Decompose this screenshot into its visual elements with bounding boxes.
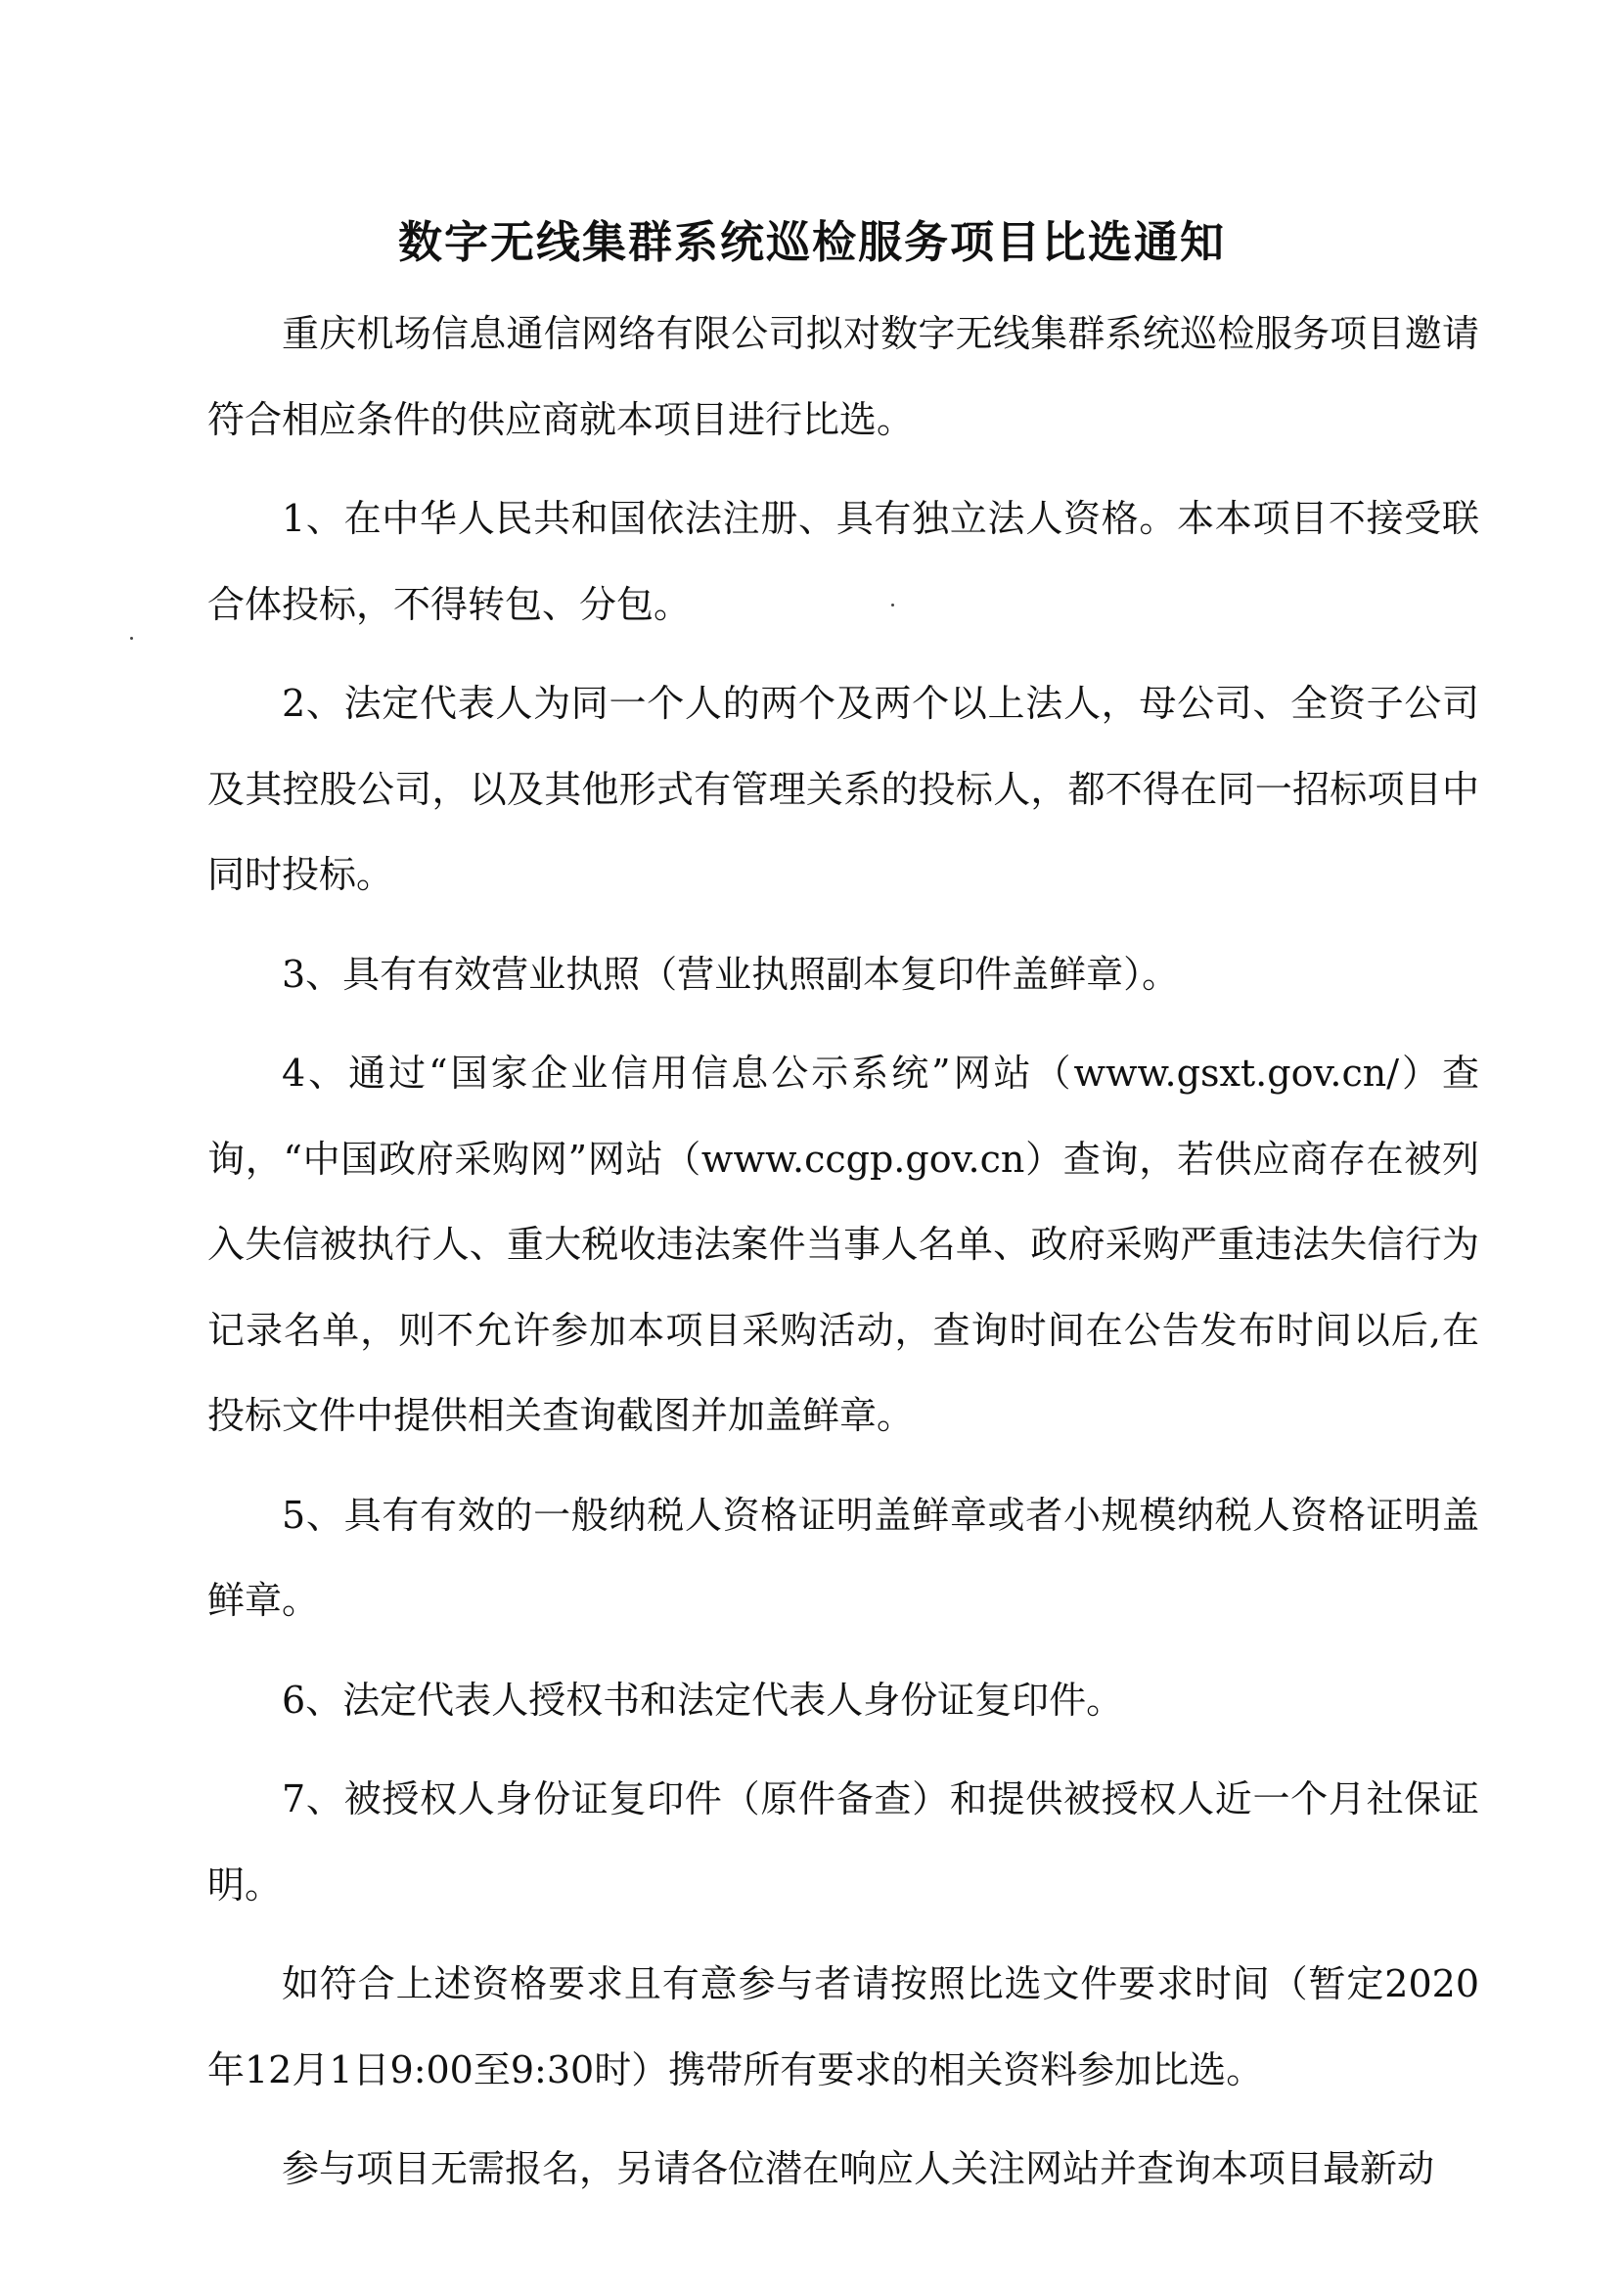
requirement-7: 7、被授权人身份证复印件（原件备查）和提供被授权人近一个月社保证明。 [207, 1777, 1479, 1907]
closing-paragraph: 参与项目无需报名，另请各位潜在响应人关注网站并查询本项目最新动 [282, 2147, 1435, 2190]
requirement-4: 4、通过“国家企业信用信息公示系统”网站（www.gsxt.gov.cn/）查询，“中国政府采购网”网站（www.ccgp.gov.cn）查询，若供应商存在被列入失信被执行人、重大税收违法案件当事人名单、政府采购严重违法失信行为记录名单，则不允许参加本项目采购活动，查询时间在公告发布时间以后,在投标文件中提供相关查询截图并加盖鲜章。 [207, 1052, 1479, 1437]
document-body [207, 292, 1479, 2226]
scan-speck [891, 604, 894, 606]
requirement-5: 5、具有有效的一般纳税人资格证明盖鲜章或者小规模纳税人资格证明盖鲜章。 [207, 1493, 1479, 1622]
document-title: 数字无线集群系统巡检服务项目比选通知 [397, 216, 1226, 268]
intro-paragraph: 重庆机场信息通信网络有限公司拟对数字无线集群系统巡检服务项目邀请符合相应条件的供应商就本项目进行比选。 [207, 312, 1479, 441]
requirement-6: 6、法定代表人授权书和法定代表人身份证复印件。 [282, 1678, 1124, 1722]
schedule-paragraph: 如符合上述资格要求且有意参与者请按照比选文件要求时间（暂定2020年12月1日9:00至9:30时）携带所有要求的相关资料参加比选。 [207, 1962, 1479, 2091]
requirement-2: 2、法定代表人为同一个人的两个及两个以上法人，母公司、全资子公司及其控股公司，以及其他形式有管理关系的投标人，都不得在同一招标项目中同时投标。 [207, 682, 1479, 896]
requirement-1: 1、在中华人民共和国依法注册、具有独立法人资格。本本项目不接受联合体投标，不得转包、分包。 [207, 497, 1479, 626]
requirement-3: 3、具有有效营业执照（营业执照副本复印件盖鲜章）。 [282, 952, 1180, 996]
scan-speck [130, 637, 133, 640]
